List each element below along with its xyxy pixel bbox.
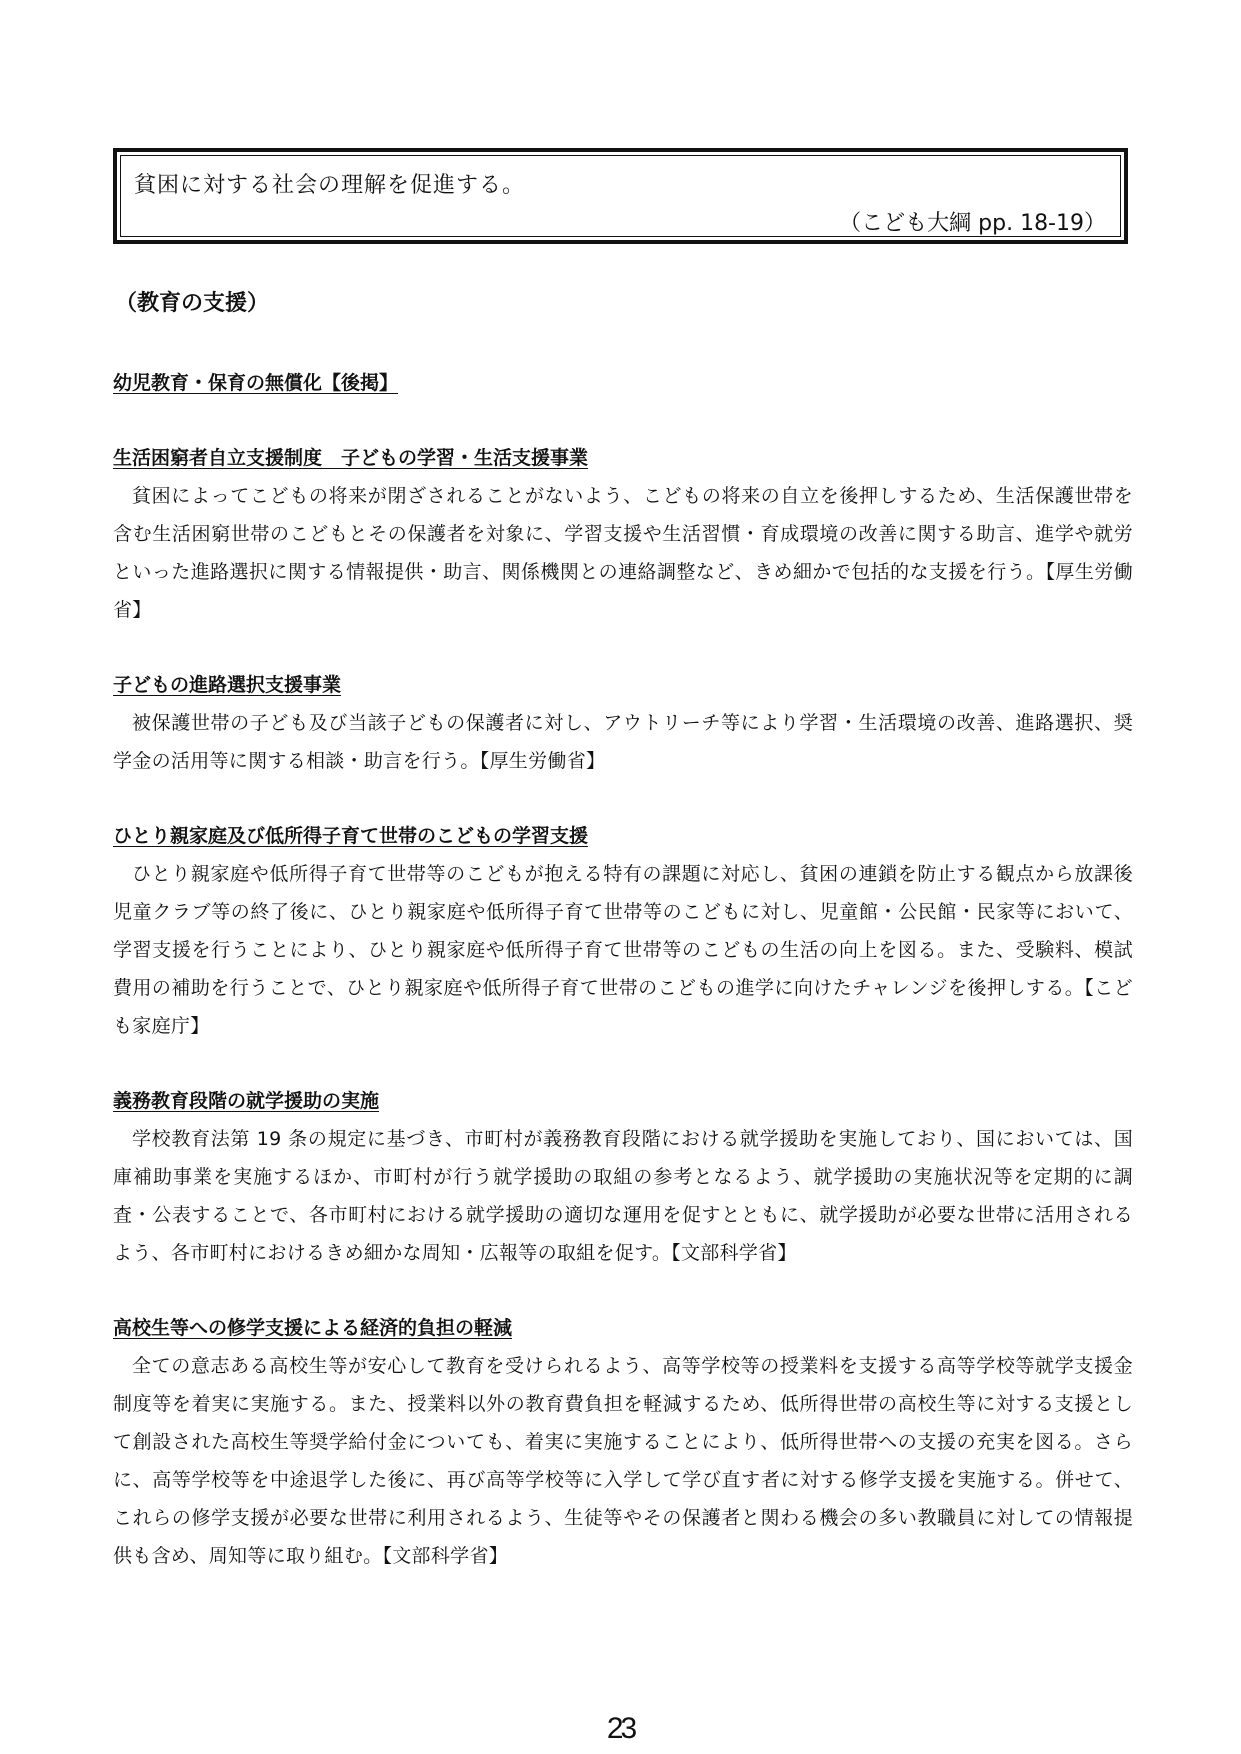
section-title: 生活困窮者自立支援制度 子どもの学習・生活支援事業	[113, 447, 589, 469]
section-body: 全ての意志ある高校生等が安心して教育を受けられるよう、高等学校等の授業料を支援する高等学校等就学支援金制度等を着実に実施する。また、授業料以外の教育費負担を軽減するため、低所得世帯の高校生等に対する支援として創設された高校生等奨学給付金についても、着実に実施することにより、低所得世帯への支援の充実を図る。さらに、高等学校等を中途退学した後に、再び高等学校等に入学して学び直す者に対する修学支援を実施する。併せて、これらの修学支援が必要な世帯に利用されるよう、生徒等やその保護者と関わる機会の多い教職員に対しての情報提供も含め、周知等に取り組む。【文部科学省】	[113, 1355, 1133, 1567]
section-title: ひとり親家庭及び低所得子育て世帯のこどもの学習支援	[113, 825, 589, 847]
main-content	[113, 284, 1133, 1612]
section-3	[113, 666, 1133, 780]
category-heading: （教育の支援）	[115, 291, 270, 316]
section-body: 学校教育法第 19 条の規定に基づき、市町村が義務教育段階における就学援助を実施しており、国においては、国庫補助事業を実施するほか、市町村が行う就学援助の取組の参考となるよう、就学援助の実施状況等を定期的に調査・公表することで、各市町村における就学援助の適切な運用を促すとともに、就学援助が必要な世帯に活用されるよう、各市町村におけるきめ細かな周知・広報等の取組を促す。【文部科学省】	[113, 1128, 1133, 1264]
section-title: 幼児教育・保育の無償化【後掲】	[113, 372, 399, 394]
section-4	[113, 817, 1133, 1045]
section-1	[113, 364, 1133, 402]
section-body: 貧困によってこどもの将来が閉ざされることがないよう、こどもの将来の自立を後押しするため、生活保護世帯を含む生活困窮世帯のこどもとその保護者を対象に、学習支援や生活習慣・育成環境の改善に関する助言、進学や就労といった進路選択に関する情報提供・助言、関係機関との連絡調整など、きめ細かで包括的な支援を行う。【厚生労働省】	[113, 485, 1133, 621]
section-body: ひとり親家庭や低所得子育て世帯等のこどもが抱える特有の課題に対応し、貧困の連鎖を防止する観点から放課後児童クラブ等の終了後に、ひとり親家庭や低所得子育て世帯等のこどもに対し、児童館・公民館・民家等において、学習支援を行うことにより、ひとり親家庭や低所得子育て世帯等のこどもの生活の向上を図る。また、受験料、模試費用の補助を行うことで、ひとり親家庭や低所得子育て世帯のこどもの進学に向けたチャレンジを後押しする。【こども家庭庁】	[113, 863, 1133, 1037]
page-number: 23	[606, 1712, 635, 1745]
section-6	[113, 1309, 1133, 1575]
summary-box-inner	[120, 155, 1121, 237]
summary-reference: （こども大綱 pp. 18-19）	[839, 211, 1106, 236]
summary-text: 貧困に対する社会の理解を促進する。	[134, 173, 526, 198]
section-title: 高校生等への修学支援による経済的負担の軽減	[113, 1317, 513, 1339]
section-body: 被保護世帯の子ども及び当該子どもの保護者に対し、アウトリーチ等により学習・生活環境の改善、進路選択、奨学金の活用等に関する相談・助言を行う。【厚生労働省】	[113, 712, 1133, 772]
section-5	[113, 1082, 1133, 1272]
section-2	[113, 439, 1133, 629]
section-title: 子どもの進路選択支援事業	[113, 674, 342, 696]
section-title: 義務教育段階の就学援助の実施	[113, 1090, 380, 1112]
summary-box	[113, 148, 1128, 244]
